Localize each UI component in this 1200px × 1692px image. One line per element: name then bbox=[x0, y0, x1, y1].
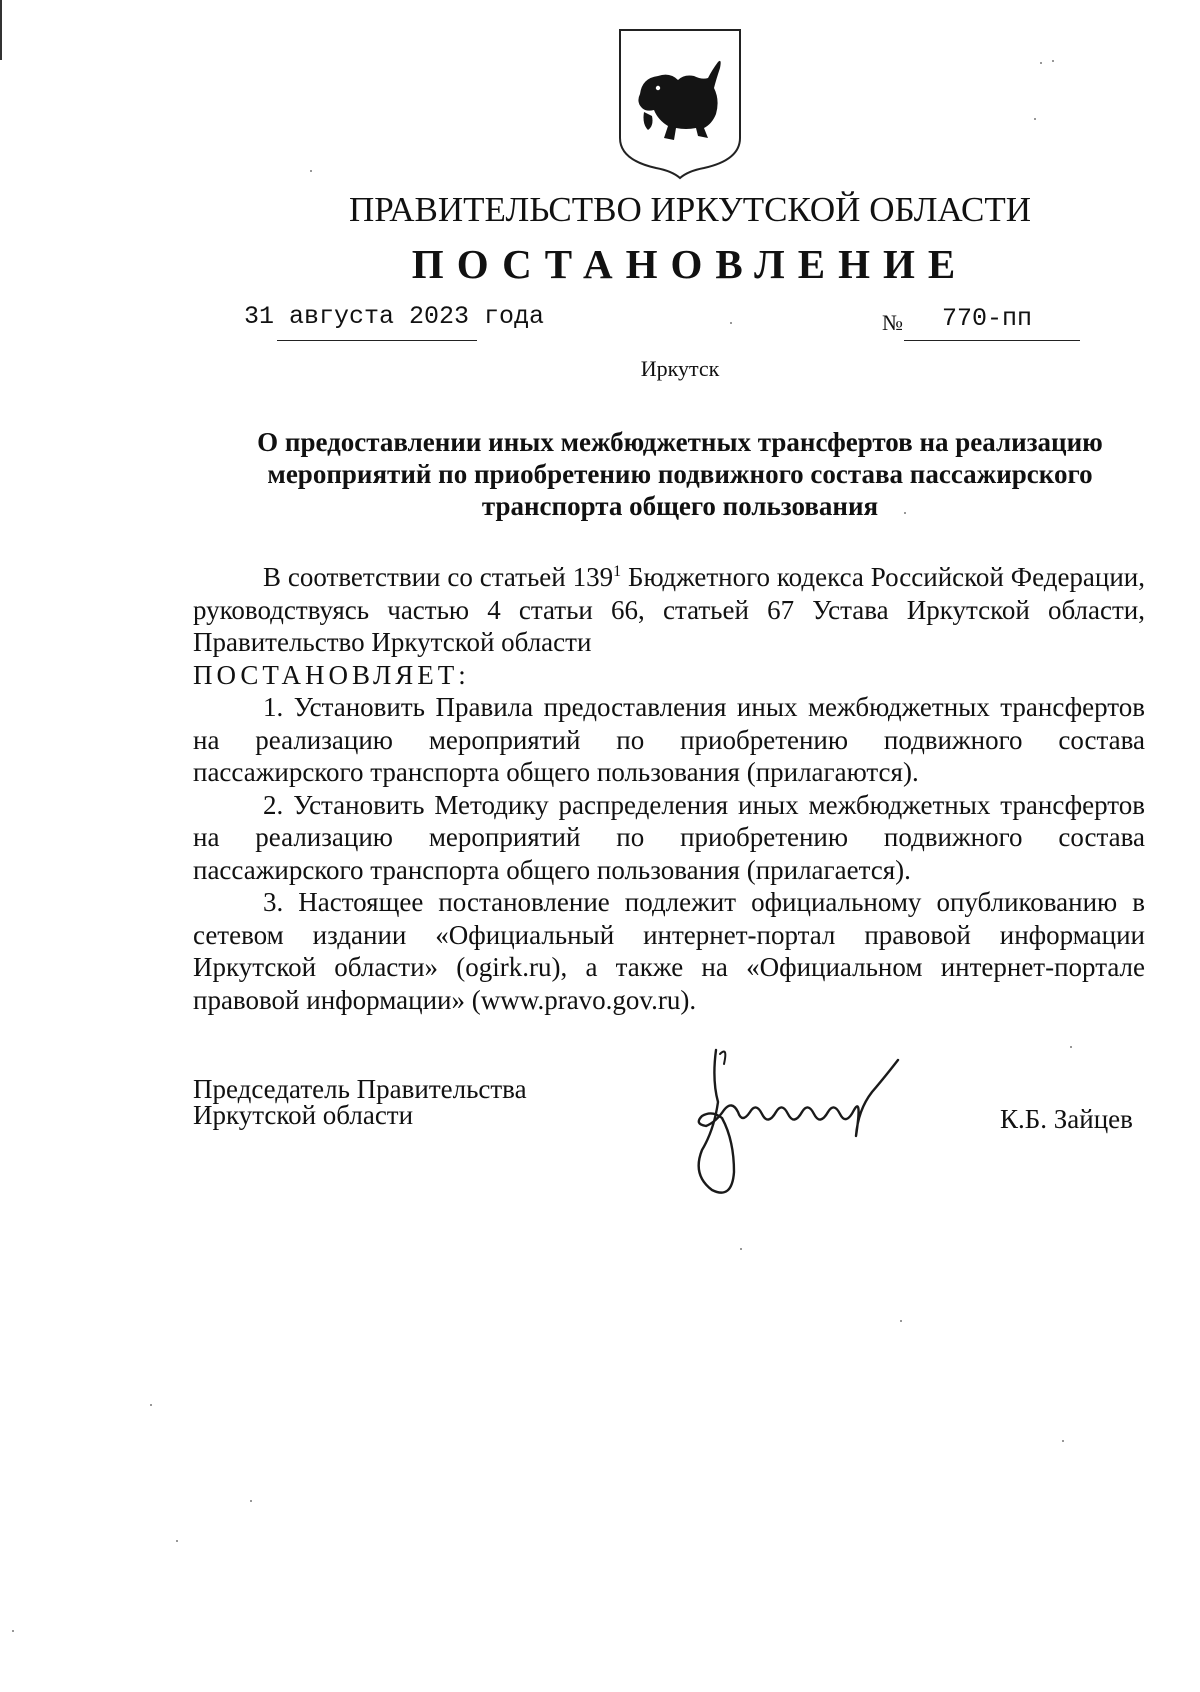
government-title: ПРАВИТЕЛЬСТВО ИРКУТСКОЙ ОБЛАСТИ bbox=[349, 190, 1031, 229]
coat-of-arms-icon bbox=[618, 28, 742, 180]
scan-speck bbox=[1052, 60, 1054, 62]
scan-speck bbox=[250, 1500, 252, 1502]
document-number: 770-пп bbox=[942, 304, 1033, 333]
list-item: 2. Установить Методику распределения иных межбюджетных трансфертов на реализацию мероприятий по приобретению подвижного состава пассажирского транспорта общего пользования (прилагается). bbox=[193, 789, 1145, 885]
date-underline bbox=[277, 340, 477, 341]
scan-speck bbox=[12, 1630, 14, 1632]
scan-speck bbox=[730, 322, 732, 324]
scan-speck bbox=[1040, 62, 1042, 64]
scan-speck bbox=[1034, 118, 1036, 120]
signatory-name: К.Б. Зайцев bbox=[1000, 1104, 1133, 1134]
number-sign: № bbox=[882, 310, 903, 335]
document-body bbox=[193, 556, 1145, 1016]
scan-margin-line bbox=[0, 0, 2, 60]
preamble-rest: Бюджетного кодекса Российской Федерации, руководствуясь частью 4 статьи 66, статьей 67 Устава Иркутской области, Правительство Иркутской области bbox=[193, 562, 1146, 657]
list-item: 3. Настоящее постановление подлежит официальному опубликованию в сетевом издании «Официальный интернет-портал правовой информации Иркутской области» (ogirk.ru), а также на «Официальном интернет-портале правовой информации» (www.pravo.gov.ru). bbox=[193, 887, 1145, 1015]
signatory-position bbox=[193, 1076, 527, 1128]
document-subject: О предоставлении иных межбюджетных трансфертов на реализацию мероприятий по приобретению подвижного состава пассажирского транспорта общего пользования bbox=[257, 427, 1103, 521]
position-line: Председатель Правительства bbox=[193, 1074, 527, 1104]
scan-speck bbox=[1062, 1440, 1064, 1442]
number-underline bbox=[904, 340, 1080, 341]
preamble-superscript: 1 bbox=[613, 563, 622, 580]
scan-speck bbox=[740, 1248, 742, 1250]
preamble-start: В соответствии со статьей 139 bbox=[263, 562, 614, 592]
scan-speck bbox=[900, 1320, 902, 1322]
position-line: Иркутской области bbox=[193, 1100, 414, 1130]
list-item: 1. Установить Правила предоставления иных межбюджетных трансфертов на реализацию мероприятий по приобретению подвижного состава пассажирского транспорта общего пользования (прилагаются). bbox=[193, 692, 1145, 787]
document-type: ПОСТАНОВЛЕНИЕ bbox=[411, 241, 969, 287]
scan-speck bbox=[904, 512, 906, 514]
scan-speck bbox=[1070, 1046, 1072, 1048]
document-city: Иркутск bbox=[640, 356, 720, 381]
preamble bbox=[193, 556, 1145, 659]
scan-speck bbox=[150, 1404, 152, 1406]
handwritten-signature bbox=[672, 1040, 932, 1210]
resolves-word: ПОСТАНОВЛЯЕТ: bbox=[193, 659, 470, 690]
scan-speck bbox=[176, 1540, 178, 1542]
scan-speck bbox=[310, 170, 312, 172]
document-date: 31 августа 2023 года bbox=[244, 302, 545, 331]
